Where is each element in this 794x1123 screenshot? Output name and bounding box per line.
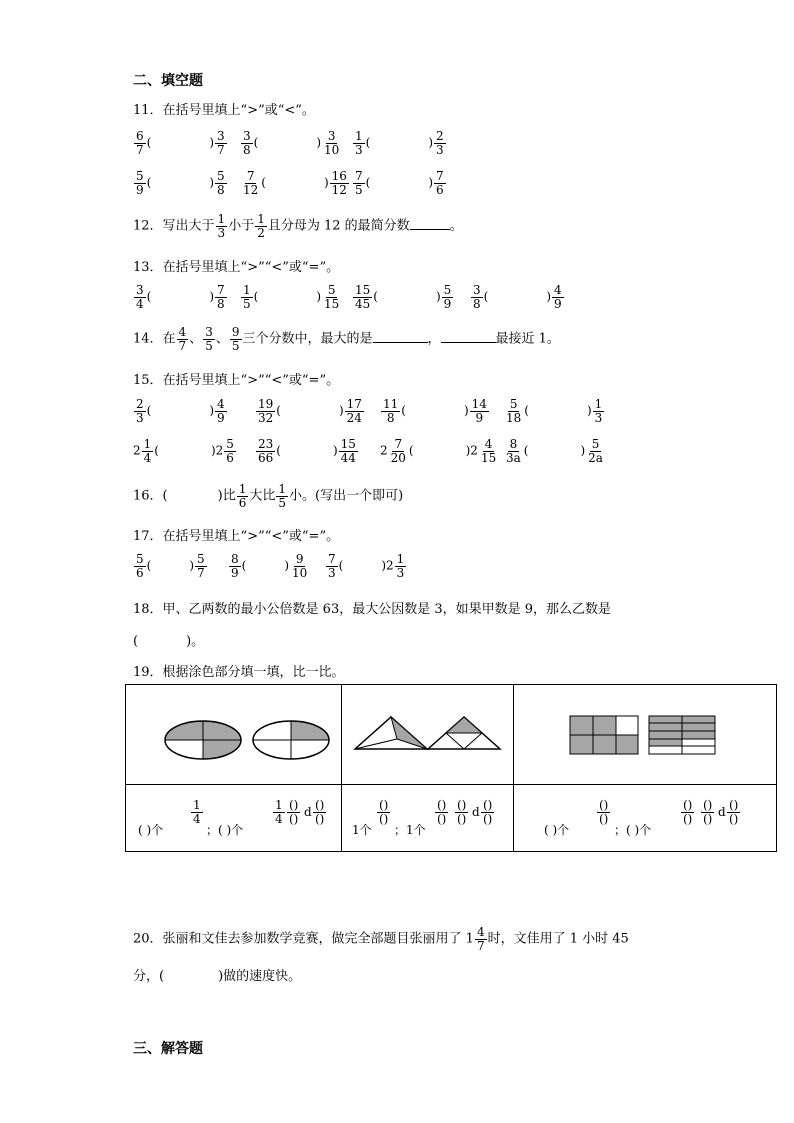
open-paren: ( bbox=[146, 175, 152, 190]
left-fraction: $\frac{8}{3a}$ bbox=[506, 437, 521, 465]
comparison-item bbox=[380, 398, 490, 424]
comparison-item bbox=[133, 438, 237, 464]
close-paren: ) bbox=[209, 175, 215, 190]
right-fraction: $\frac{2}{3}$ bbox=[436, 129, 444, 157]
whole-number: 2 bbox=[386, 558, 394, 573]
open-paren: ( bbox=[154, 443, 159, 458]
left-fraction: $\frac{2}{3}$ bbox=[136, 397, 144, 425]
close-paren: ) bbox=[428, 175, 434, 190]
left-fraction: $\frac{5}{6}$ bbox=[136, 552, 144, 580]
question-12 bbox=[133, 213, 463, 239]
left-fraction: $\frac{3}{8}$ bbox=[243, 129, 251, 157]
left-fraction: $\frac{7}{5}$ bbox=[355, 169, 363, 197]
right-fraction: $\frac{5}{15}$ bbox=[324, 283, 340, 311]
left-fraction: $\frac{5}{9}$ bbox=[136, 169, 144, 197]
q12-text-a: 12．写出大于 bbox=[133, 218, 215, 234]
q12-text-d: 。 bbox=[449, 218, 463, 234]
right-fraction: $\frac{4}{9}$ bbox=[217, 397, 225, 425]
right-fraction: $\frac{3}{10}$ bbox=[324, 129, 340, 157]
close-paren: ) bbox=[209, 135, 215, 150]
open-paren: ( bbox=[276, 443, 281, 458]
right-fraction: $\frac{1}{3}$ bbox=[396, 552, 405, 580]
left-fraction: $\frac{5}{18}$ bbox=[506, 397, 522, 425]
q12-text-b: 小于 bbox=[228, 218, 255, 234]
q12-fraction-1: $\frac{1}{3}$ bbox=[217, 212, 226, 240]
comparison-item bbox=[133, 130, 228, 156]
open-paren: ( bbox=[524, 403, 529, 418]
question-13-text: 13．在括号里填上“>”“<”或“=”。 bbox=[133, 260, 340, 275]
whole-number: 2 bbox=[133, 443, 141, 458]
q14-fraction-3: $\frac{9}{5}$ bbox=[231, 325, 240, 353]
right-fraction: $\frac{15}{44}$ bbox=[340, 437, 356, 465]
cell3-text-a: ( )个 bbox=[544, 823, 570, 837]
open-paren: ( bbox=[261, 175, 266, 190]
q14-text-d: 最接近 1。 bbox=[495, 331, 560, 347]
question-16 bbox=[133, 483, 403, 509]
comparison-item bbox=[133, 553, 208, 579]
close-paren: ) bbox=[323, 175, 329, 190]
question-20-line-2 bbox=[133, 965, 301, 984]
right-fraction: $\frac{17}{24}$ bbox=[346, 397, 362, 425]
open-paren: ( bbox=[373, 289, 378, 304]
open-paren: ( bbox=[523, 443, 529, 458]
left-fraction: $\frac{1}{5}$ bbox=[243, 283, 251, 311]
close-paren: ) bbox=[463, 403, 469, 418]
q14-fraction-2: $\frac{3}{5}$ bbox=[205, 325, 213, 353]
right-fraction: $\frac{4}{9}$ bbox=[554, 283, 562, 311]
cell3-operator: d bbox=[718, 805, 726, 819]
close-paren: ) bbox=[465, 443, 471, 458]
right-fraction: $\frac{5}{8}$ bbox=[217, 169, 225, 197]
question-15-text: 15．在括号里填上“>”“<”或“=”。 bbox=[133, 373, 340, 388]
q14-fraction-1: $\frac{4}{7}$ bbox=[178, 325, 187, 353]
right-fraction: $\frac{7}{8}$ bbox=[217, 283, 225, 311]
q18-open-paren: ( bbox=[133, 634, 139, 649]
cell1-paren-fraction[interactable]: () () bbox=[315, 798, 325, 826]
comparison-item bbox=[133, 170, 228, 196]
comparison-item bbox=[240, 284, 342, 310]
q14-separator: 、 bbox=[215, 331, 229, 347]
left-fraction: $\frac{11}{8}$ bbox=[383, 397, 399, 425]
right-fraction: $\frac{16}{12}$ bbox=[331, 169, 347, 197]
comparison-item bbox=[133, 284, 228, 310]
comparison-item bbox=[133, 398, 228, 424]
answer-blank[interactable] bbox=[410, 229, 450, 230]
q12-text-c: 且分母为 12 的最简分数 bbox=[267, 218, 410, 234]
rectangles-figure bbox=[514, 685, 776, 780]
cell1-fraction-2: $\frac{1}{4}$ bbox=[275, 798, 283, 826]
comparison-item bbox=[503, 398, 605, 424]
close-paren: ) bbox=[209, 289, 215, 304]
question-18-line-1: 18．甲、乙两数的最小公倍数是 63，最大公因数是 3，如果甲数是 9，那么乙数是 bbox=[133, 602, 612, 617]
question-11-text: 11．在括号里填上“>”或“<”。 bbox=[133, 103, 315, 118]
open-paren: ( bbox=[253, 135, 259, 150]
whole-number: 2 bbox=[380, 443, 388, 458]
whole-number: 2 bbox=[470, 443, 478, 458]
cell1-operator: d bbox=[304, 805, 312, 819]
right-fraction: $\frac{9}{10}$ bbox=[292, 552, 308, 580]
open-paren: ( bbox=[365, 175, 371, 190]
left-fraction: $\frac{8}{9}$ bbox=[231, 552, 239, 580]
question-19-text: 19．根据涂色部分填一填，比一比。 bbox=[133, 665, 345, 680]
q16-text-c: 大比 bbox=[249, 488, 276, 504]
comparison-item bbox=[352, 130, 447, 156]
close-paren: ) bbox=[189, 558, 195, 573]
left-fraction: $\frac{19}{32}$ bbox=[258, 397, 274, 425]
q12-fraction-2: $\frac{1}{2}$ bbox=[257, 212, 265, 240]
cell2-paren-fraction[interactable]: () () bbox=[483, 798, 493, 826]
triangles-figure bbox=[342, 685, 513, 780]
right-fraction: $\frac{5}{2a}$ bbox=[588, 437, 603, 465]
cell1-paren-fraction[interactable]: () () bbox=[289, 798, 299, 826]
left-fraction: $\frac{3}{4}$ bbox=[136, 283, 144, 311]
q20-text-b: 时，文佳用了 1 小时 45 bbox=[487, 931, 629, 947]
close-paren: ) bbox=[284, 558, 290, 573]
close-paren: ) bbox=[316, 135, 322, 150]
left-fraction: $\frac{7}{12}$ bbox=[243, 169, 259, 197]
q14-text-a: 14．在 bbox=[133, 331, 176, 347]
cell3-text-b: ；( )个 bbox=[614, 823, 652, 837]
cell1-fraction-1: $\frac{1}{4}$ bbox=[193, 798, 201, 826]
comparison-item bbox=[240, 130, 342, 156]
q16-text-a: 16．( bbox=[133, 488, 168, 504]
left-fraction: $\frac{3}{8}$ bbox=[473, 283, 481, 311]
q14-text-c: ， bbox=[427, 331, 441, 347]
comparison-item bbox=[240, 170, 350, 196]
cell3-paren-fraction[interactable]: () () bbox=[703, 798, 713, 826]
section-title: 三、解答题 bbox=[133, 1041, 203, 1057]
open-paren: ( bbox=[146, 558, 152, 573]
cell2-paren-fraction[interactable]: () () bbox=[457, 798, 467, 826]
q14-text-b: 三个分数中，最大的是 bbox=[242, 331, 373, 347]
comparison-item bbox=[325, 553, 407, 579]
left-fraction: $\frac{7}{20}$ bbox=[390, 437, 406, 465]
right-fraction: $\frac{5}{7}$ bbox=[197, 552, 205, 580]
figure-cell-rectangles bbox=[514, 685, 777, 785]
section-title: 二、填空题 bbox=[133, 73, 203, 89]
close-paren: ) bbox=[381, 558, 387, 573]
cell3-paren-fraction[interactable]: () () bbox=[729, 798, 739, 826]
close-paren: ) bbox=[210, 443, 216, 458]
cell3-paren-fraction[interactable]: () () bbox=[683, 798, 693, 826]
question-14 bbox=[133, 326, 560, 352]
comparison-item bbox=[255, 438, 359, 464]
comparison-item bbox=[380, 438, 499, 464]
right-fraction: $\frac{7}{6}$ bbox=[436, 169, 444, 197]
q20-text-c: 分，( bbox=[133, 969, 165, 984]
right-fraction: $\frac{3}{7}$ bbox=[217, 129, 225, 157]
cell2-text-b: ；1个 bbox=[394, 823, 426, 837]
cell3-paren-fraction[interactable]: () () bbox=[599, 798, 609, 826]
answer-cell-2 bbox=[342, 785, 514, 852]
question-18-line-2 bbox=[133, 630, 204, 649]
open-paren: ( bbox=[365, 135, 371, 150]
right-fraction: $\frac{4}{15}$ bbox=[480, 437, 497, 465]
left-fraction: $\frac{7}{3}$ bbox=[328, 552, 336, 580]
open-paren: ( bbox=[483, 289, 489, 304]
open-paren: ( bbox=[146, 403, 152, 418]
question-17-text: 17．在括号里填上“>”“<”或“=”。 bbox=[133, 529, 340, 544]
answer-cell-3 bbox=[514, 785, 777, 852]
left-fraction: $\frac{1}{4}$ bbox=[143, 437, 152, 465]
left-fraction: $\frac{23}{66}$ bbox=[258, 437, 274, 465]
whole-number: 2 bbox=[215, 443, 224, 458]
comparison-item bbox=[503, 438, 606, 464]
cell2-text-a: 1个 bbox=[352, 823, 372, 837]
question-20-line-1 bbox=[133, 926, 629, 952]
open-paren: ( bbox=[276, 403, 281, 418]
close-paren: ) bbox=[546, 289, 552, 304]
q20-text-d: )做的速度快。 bbox=[218, 969, 302, 984]
right-fraction: $\frac{1}{3}$ bbox=[594, 397, 603, 425]
q20-fraction: $\frac{4}{7}$ bbox=[476, 925, 485, 953]
q20-text-a: 20．张丽和文佳去参加数学竞赛，做完全部题目张丽用了 1 bbox=[133, 931, 474, 947]
figure-cell-ellipses bbox=[126, 685, 342, 785]
right-fraction: $\frac{5}{6}$ bbox=[226, 437, 234, 465]
comparison-item bbox=[352, 170, 447, 196]
answer-cell-1 bbox=[126, 785, 342, 852]
comparison-item bbox=[228, 553, 310, 579]
cell1-text-b: ；( )个 bbox=[206, 823, 244, 837]
q16-fraction-1: $\frac{1}{6}$ bbox=[238, 482, 247, 510]
close-paren: ) bbox=[580, 443, 586, 458]
answer-blank[interactable] bbox=[441, 342, 496, 343]
open-paren: ( bbox=[253, 289, 259, 304]
q14-separator: 、 bbox=[189, 331, 203, 347]
close-paren: ) bbox=[435, 289, 441, 304]
close-paren: ) bbox=[316, 289, 322, 304]
figure-cell-triangles bbox=[342, 685, 514, 785]
close-paren: ) bbox=[428, 135, 434, 150]
q16-fraction-2: $\frac{1}{5}$ bbox=[278, 482, 286, 510]
q16-text-d: 小。(写出一个即可) bbox=[289, 488, 404, 504]
close-paren: ) bbox=[209, 403, 215, 418]
left-fraction: $\frac{6}{7}$ bbox=[136, 129, 144, 157]
close-paren: ) bbox=[586, 403, 592, 418]
open-paren: ( bbox=[241, 558, 247, 573]
left-fraction: $\frac{15}{45}$ bbox=[355, 283, 371, 311]
q18-close-paren: )。 bbox=[186, 634, 205, 649]
right-fraction: $\frac{14}{9}$ bbox=[471, 397, 487, 425]
open-paren: ( bbox=[146, 135, 152, 150]
left-fraction: $\frac{1}{3}$ bbox=[355, 129, 363, 157]
right-fraction: $\frac{5}{9}$ bbox=[443, 283, 452, 311]
comparison-item bbox=[352, 284, 454, 310]
figure-table bbox=[125, 684, 777, 852]
open-paren: ( bbox=[338, 558, 344, 573]
cell1-text-a: ( )个 bbox=[138, 823, 164, 837]
cell2-operator: d bbox=[472, 805, 480, 819]
comparison-item bbox=[470, 284, 565, 310]
cell2-paren-fraction[interactable]: () () bbox=[437, 798, 447, 826]
open-paren: ( bbox=[401, 403, 406, 418]
open-paren: ( bbox=[408, 443, 414, 458]
close-paren: ) bbox=[338, 403, 344, 418]
cell2-paren-fraction[interactable]: () () bbox=[379, 798, 389, 826]
comparison-item bbox=[255, 398, 365, 424]
answer-blank[interactable] bbox=[373, 342, 428, 343]
q16-text-b: )比 bbox=[217, 488, 236, 504]
open-paren: ( bbox=[146, 289, 152, 304]
ellipses-figure bbox=[126, 685, 341, 780]
close-paren: ) bbox=[332, 443, 338, 458]
